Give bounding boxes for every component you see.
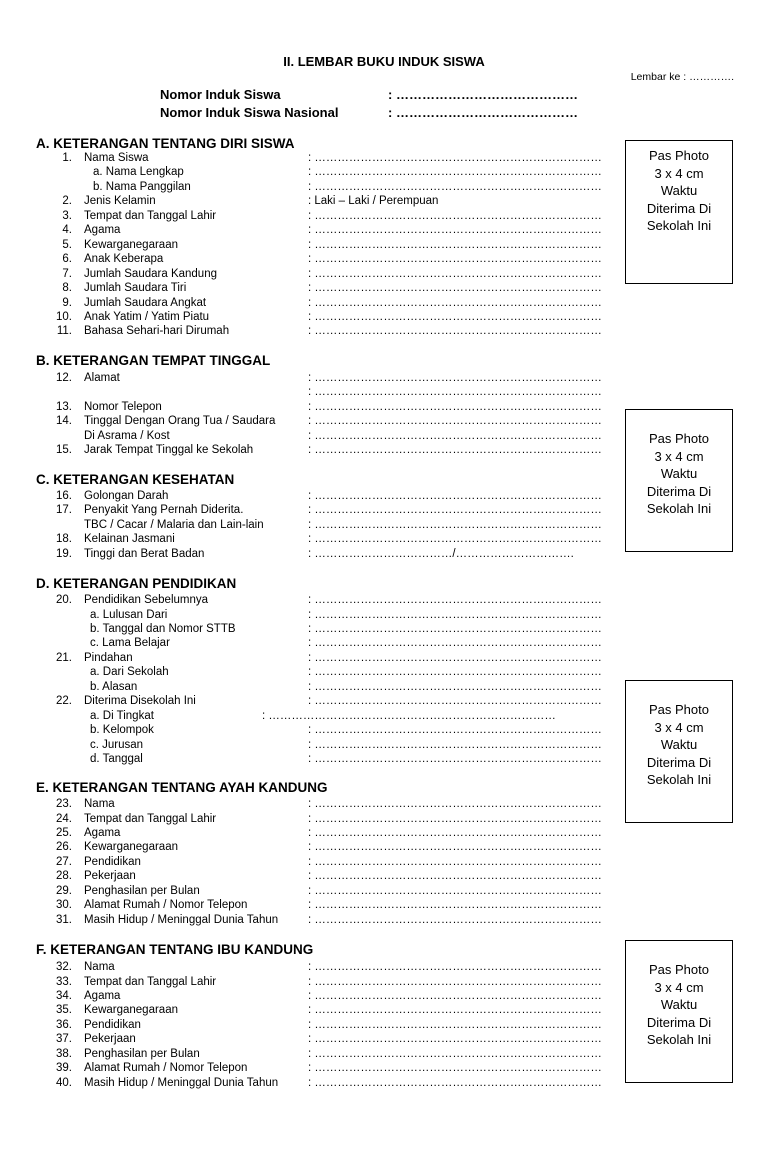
row-number: 32. [56, 961, 72, 973]
field-value[interactable]: : ………………………………………………………………… [308, 608, 602, 621]
field-label: Agama [84, 826, 121, 839]
row-number: 7. [62, 267, 72, 280]
field-value[interactable]: : ………………………………………………………………… [308, 855, 602, 868]
field-label: TBC / Cacar / Malaria dan Lain-lain [84, 518, 264, 531]
form-row [40, 414, 620, 428]
field-value[interactable]: : ………………………………………………………………… [308, 1047, 602, 1060]
section-heading: A. KETERANGAN TENTANG DIRI SISWA [36, 136, 295, 151]
form-row [40, 738, 620, 752]
field-value[interactable]: : ………………………………………………………………… [308, 666, 602, 679]
field-value[interactable]: : ………………………………………………………………… [308, 504, 602, 517]
photo-box-text: 3 x 4 cm [654, 979, 704, 995]
field-label: a. Dari Sekolah [90, 666, 169, 679]
field-label: Alamat Rumah / Nomor Telepon [84, 899, 248, 912]
field-value[interactable]: : ………………………………………………………………… [308, 622, 602, 635]
photo-box-text: Diterima Di [646, 200, 712, 216]
field-label: Jenis Kelamin [84, 195, 156, 208]
form-row [40, 180, 620, 194]
field-value[interactable]: : ………………………………………………………………… [308, 429, 602, 442]
field-label: Anak Yatim / Yatim Piatu [84, 310, 210, 323]
field-label: d. Tanggal [90, 753, 143, 765]
section-heading: D. KETERANGAN PENDIDIKAN [36, 576, 237, 591]
row-number: 18. [56, 533, 72, 546]
field-value[interactable]: : ………………………………………………………………… [308, 209, 602, 222]
field-label: Nama [84, 798, 115, 810]
field-label: Jumlah Saudara Kandung [84, 267, 217, 280]
field-value[interactable]: : ………………………………………………………………… [308, 444, 602, 457]
field-value[interactable]: : ………………………………………………………………… [308, 961, 602, 973]
field-label: Tempat dan Tanggal Lahir [84, 812, 217, 825]
field-label: Pendidikan Sebelumnya [84, 594, 209, 606]
row-number: 8. [62, 282, 72, 294]
row-number: 14. [56, 415, 72, 428]
field-value[interactable]: : ………………………………………………………………… [308, 1076, 602, 1089]
field-label: Kewarganegaraan [84, 238, 178, 251]
nisn-label: Nomor Induk Siswa Nasional [160, 105, 339, 120]
row-number: 35. [56, 1004, 72, 1017]
form-row [40, 840, 620, 854]
field-value[interactable]: : ………………………………………………………………… [308, 841, 602, 854]
field-value[interactable]: : ………………………………………………………………… [308, 224, 602, 237]
field-label: Jarak Tempat Tinggal ke Sekolah [84, 444, 254, 457]
field-value[interactable]: : ………………………………………………………………… [308, 180, 602, 193]
row-number: 10. [56, 310, 72, 323]
form-row [40, 385, 620, 399]
field-label: a. Nama Lengkap [93, 166, 184, 179]
form-row [40, 723, 620, 737]
form-row [40, 165, 620, 179]
form-row [40, 252, 620, 266]
row-number: 25. [56, 826, 72, 839]
form-row [40, 151, 620, 165]
form-row [40, 1003, 620, 1017]
field-label: Kelainan Jasmani [84, 533, 175, 546]
field-label: Pindahan [84, 651, 133, 664]
form-row [40, 752, 620, 766]
field-value[interactable]: : ………………………………………………………………… [308, 533, 602, 546]
form-row [40, 694, 620, 708]
field-label: b. Alasan [90, 680, 138, 693]
field-value[interactable]: : ………………………………………………………………… [308, 913, 602, 926]
row-number: 39. [56, 1062, 72, 1075]
row-number: 38. [56, 1047, 72, 1060]
field-value[interactable]: : ………………………………………………………………… [308, 372, 602, 384]
form-row [40, 1061, 620, 1075]
field-value[interactable]: : ………………………………………………………………… [308, 400, 602, 413]
field-value[interactable]: : ………………………………………………………………… [308, 899, 602, 912]
nis-value[interactable]: : …………………………………… [388, 87, 578, 102]
form-row [40, 281, 620, 295]
form-row [40, 1032, 620, 1046]
row-number: 5. [62, 238, 72, 251]
field-value[interactable]: : ………………………………………………………………… [308, 386, 602, 399]
row-number: 13. [56, 400, 72, 413]
field-label: Pekerjaan [84, 870, 136, 883]
field-value[interactable]: : ………………………………………………………………… [308, 975, 602, 988]
form-row [40, 989, 620, 1003]
sheet-number-label: Lembar ke : …………. [630, 71, 734, 83]
field-label: c. Jurusan [90, 738, 144, 751]
photo-box-text: Pas Photo [649, 962, 709, 977]
field-label: Jumlah Saudara Tiri [84, 282, 187, 294]
field-value[interactable]: : ………………………………………………………………… [308, 753, 602, 765]
document-title: II. LEMBAR BUKU INDUK SISWA [283, 54, 485, 69]
form-row [40, 518, 620, 532]
field-value[interactable]: : ………………………………………………………………… [308, 1004, 602, 1017]
form-row [40, 636, 620, 650]
field-value[interactable]: : ………………………………………………………………… [308, 724, 602, 736]
photo-box-text: Sekolah Ini [646, 218, 712, 233]
field-label: Di Asrama / Kost [84, 429, 170, 442]
field-label: Nama [84, 961, 115, 973]
field-label: Masih Hidup / Meninggal Dunia Tahun [84, 1076, 279, 1089]
form-row [40, 869, 620, 883]
form-row [40, 1018, 620, 1032]
form-row [40, 429, 620, 443]
field-value[interactable]: : ………………………………………………………………… [262, 709, 556, 722]
field-value[interactable]: : ………………………………………………………………… [308, 826, 602, 839]
field-label: Pekerjaan [84, 1033, 136, 1046]
row-number: 6. [62, 253, 72, 266]
form-row [40, 371, 620, 385]
row-number: 30. [56, 899, 72, 912]
field-value[interactable]: : ………………………………………………………………… [308, 166, 602, 179]
field-label: Masih Hidup / Meninggal Dunia Tahun [84, 913, 279, 926]
section-heading: E. KETERANGAN TENTANG AYAH KANDUNG [36, 780, 328, 795]
field-label: a. Di Tingkat [90, 709, 154, 722]
field-label: Agama [84, 224, 121, 237]
form-row [40, 1076, 620, 1090]
row-number: 12. [56, 372, 72, 384]
field-label: Tempat dan Tanggal Lahir [84, 975, 217, 988]
form-row [40, 400, 620, 414]
field-value[interactable]: : ………………………………………………………………… [308, 1062, 602, 1075]
form-row [40, 209, 620, 223]
form-row [40, 812, 620, 826]
section-heading: F. KETERANGAN TENTANG IBU KANDUNG [36, 942, 314, 957]
field-value[interactable]: : ………………………………………………………………… [308, 680, 602, 693]
photo-box-text: Sekolah Ini [646, 501, 712, 516]
form-row [40, 194, 620, 208]
field-label: Tinggal Dengan Orang Tua / Saudara [84, 415, 276, 428]
row-number: 11. [56, 325, 72, 338]
field-label: c. Lama Belajar [90, 637, 170, 650]
field-label: a. Lulusan Dari [90, 608, 168, 621]
photo-box-4 [625, 940, 733, 1083]
row-number: 27. [56, 855, 72, 868]
field-label: Tinggi dan Berat Badan [84, 547, 205, 560]
row-number: 15. [56, 444, 72, 457]
field-value[interactable]: : ………………………………………………………………… [308, 152, 602, 164]
form-row [40, 223, 620, 237]
field-label: Anak Keberapa [84, 253, 164, 266]
field-label: b. Tanggal dan Nomor STTB [90, 622, 236, 635]
field-label: Bahasa Sehari-hari Dirumah [84, 325, 230, 338]
photo-box-text: Pas Photo [649, 702, 709, 717]
field-label: Pendidikan [84, 1018, 141, 1031]
field-value[interactable]: : ………………………………………………………………… [308, 282, 602, 294]
section-heading: C. KETERANGAN KESEHATAN [36, 472, 235, 487]
field-value[interactable]: : ………………………………………………………………… [308, 798, 602, 810]
row-number: 28. [56, 870, 72, 883]
row-number: 19. [56, 547, 72, 560]
row-number: 23. [56, 798, 72, 810]
form-row [40, 622, 620, 636]
field-label: Jumlah Saudara Angkat [84, 296, 207, 309]
form-row [40, 503, 620, 517]
form-row [40, 443, 620, 457]
section-heading: B. KETERANGAN TEMPAT TINGGAL [36, 353, 271, 368]
field-value[interactable]: : ………………………………………………………………… [308, 812, 602, 825]
form-row [40, 593, 620, 607]
row-number: 29. [56, 884, 72, 897]
field-label: Tempat dan Tanggal Lahir [84, 209, 217, 222]
row-number: 26. [56, 841, 72, 854]
field-value[interactable]: : ………………………………………………………………… [308, 989, 602, 1002]
photo-box-text: Waktu [660, 737, 698, 752]
field-value[interactable]: : ………………………………………………………………… [308, 490, 602, 502]
form-row [40, 547, 620, 561]
row-number: 21. [56, 651, 72, 664]
form-row [40, 608, 620, 622]
photo-box-text: 3 x 4 cm [654, 448, 704, 464]
row-number: 31. [56, 913, 72, 926]
photo-box-text: Sekolah Ini [646, 1032, 712, 1047]
field-label: b. Kelompok [90, 724, 154, 736]
form-row [40, 913, 620, 927]
form-row [40, 709, 620, 723]
form-row [40, 898, 620, 912]
field-value[interactable]: : ………………………………………………………………… [308, 267, 602, 280]
photo-box-text: 3 x 4 cm [654, 719, 704, 735]
row-number: 22. [56, 695, 72, 708]
field-value[interactable]: : Laki – Laki / Perempuan [308, 195, 439, 208]
photo-box-text: Sekolah Ini [646, 772, 712, 787]
form-row [40, 855, 620, 869]
field-value[interactable]: : ………………………………………………………………… [308, 296, 602, 309]
photo-box-text: Diterima Di [646, 483, 712, 499]
row-number: 1. [62, 152, 72, 164]
form-row [40, 797, 620, 811]
row-number: 9. [62, 296, 72, 309]
nis-label: Nomor Induk Siswa [160, 87, 281, 102]
row-number: 2. [62, 195, 72, 208]
row-number: 37. [56, 1033, 72, 1046]
field-value[interactable]: : ………………………………………………………………… [308, 651, 602, 664]
form-row [40, 324, 620, 338]
field-value[interactable]: : ………………………………/…………………………. [308, 547, 574, 560]
field-value[interactable]: : ………………………………………………………………… [308, 518, 602, 531]
row-number: 17. [56, 504, 72, 517]
photo-box-text: Pas Photo [649, 148, 709, 163]
photo-box-text: Waktu [660, 183, 698, 198]
row-number: 40. [56, 1076, 72, 1089]
field-value[interactable]: : ………………………………………………………………… [308, 415, 602, 428]
row-number: 33. [56, 975, 72, 988]
form-row [40, 489, 620, 503]
form-row [40, 826, 620, 840]
field-value[interactable]: : ………………………………………………………………… [308, 1018, 602, 1031]
field-value[interactable]: : ………………………………………………………………… [308, 238, 602, 251]
field-label: Nomor Telepon [84, 400, 162, 413]
field-label: Alamat [84, 372, 120, 384]
photo-box-text: Pas Photo [649, 431, 709, 446]
photo-box-2 [625, 409, 733, 552]
form-row [40, 975, 620, 989]
field-label: Kewarganegaraan [84, 1004, 178, 1017]
field-label: Pendidikan [84, 855, 141, 868]
row-number: 24. [56, 812, 72, 825]
form-row [40, 884, 620, 898]
form-row [40, 296, 620, 310]
photo-box-text: Diterima Di [646, 1014, 712, 1030]
photo-box-1 [625, 140, 733, 284]
field-value[interactable]: : ………………………………………………………………… [308, 884, 602, 897]
photo-box-3 [625, 680, 733, 823]
row-number: 3. [62, 209, 72, 222]
field-value[interactable]: : ………………………………………………………………… [308, 325, 602, 338]
field-label: Diterima Disekolah Ini [84, 695, 196, 708]
field-label: Agama [84, 989, 121, 1002]
field-label: Nama Siswa [84, 152, 149, 164]
field-value[interactable]: : ………………………………………………………………… [308, 594, 602, 606]
row-number: 36. [56, 1018, 72, 1031]
form-row [40, 680, 620, 694]
field-value[interactable]: : ………………………………………………………………… [308, 310, 602, 323]
field-label: Alamat Rumah / Nomor Telepon [84, 1062, 248, 1075]
form-row [40, 651, 620, 665]
field-value[interactable]: : ………………………………………………………………… [308, 695, 602, 708]
field-value[interactable]: : ………………………………………………………………… [308, 637, 602, 650]
form-row [40, 310, 620, 324]
photo-box-text: Waktu [660, 997, 698, 1012]
form-row [40, 267, 620, 281]
photo-box-text: Waktu [660, 466, 698, 481]
field-label: b. Nama Panggilan [93, 180, 191, 193]
nisn-value[interactable]: : …………………………………… [388, 105, 578, 120]
photo-box-text: 3 x 4 cm [654, 165, 704, 181]
form-row [40, 1047, 620, 1061]
photo-box-text: Diterima Di [646, 754, 712, 770]
field-value[interactable]: : ………………………………………………………………… [308, 870, 602, 883]
field-value[interactable]: : ………………………………………………………………… [308, 738, 602, 751]
field-label: Penghasilan per Bulan [84, 884, 200, 897]
row-number: 4. [62, 224, 72, 237]
field-value[interactable]: : ………………………………………………………………… [308, 1033, 602, 1046]
field-label: Golongan Darah [84, 490, 169, 502]
field-label: Kewarganegaraan [84, 841, 178, 854]
field-label: Penghasilan per Bulan [84, 1047, 200, 1060]
row-number: 34. [56, 989, 72, 1002]
form-row [40, 960, 620, 974]
form-row [40, 238, 620, 252]
form-row [40, 665, 620, 679]
field-value[interactable]: : ………………………………………………………………… [308, 253, 602, 266]
field-label: Penyakit Yang Pernah Diderita. [84, 504, 244, 517]
row-number: 16. [56, 490, 72, 502]
row-number: 20. [56, 594, 72, 606]
form-row [40, 532, 620, 546]
